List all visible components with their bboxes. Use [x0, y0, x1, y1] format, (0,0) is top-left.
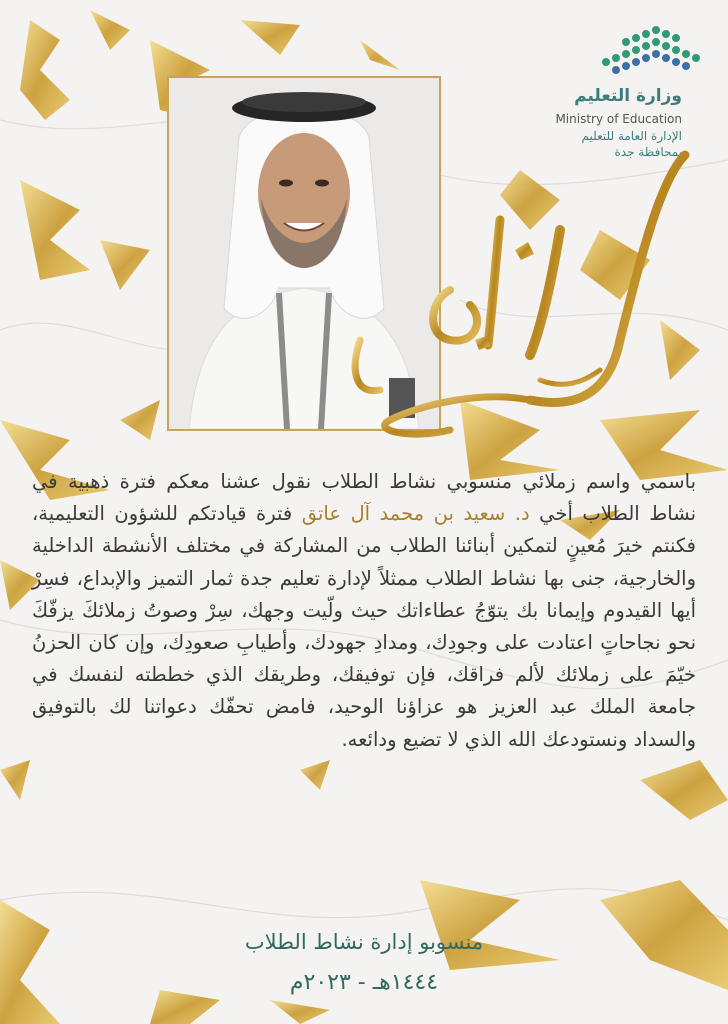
- department-name-line2: بمحافظة جدة: [614, 145, 682, 159]
- ministry-logo: [510, 18, 710, 158]
- farewell-message: [32, 466, 696, 756]
- honoree-name: د. سعيد بن محمد آل عاتق: [301, 502, 530, 526]
- date: ١٤٤٤هـ - ٢٠٢٣م: [289, 970, 439, 995]
- message-part-1: باسمي واسم زملائي منسوبي نشاط الطلاب نقول عشنا معكم فترة ذهبية في نشاط الطلاب أخي: [32, 470, 697, 526]
- ministry-name-english: Ministry of Education: [555, 112, 682, 126]
- signature: منسوبو إدارة نشاط الطلاب: [244, 930, 484, 954]
- message-part-2: فترة قيادتكم للشؤون التعليمية، فكنتم خيرَ مُعينٍ لتمكين أبنائنا الطلاب من المشاركة في مختلف الأنشطة الداخلية والخارجية، جنى بها نشاط الطلاب ممثلاً لإدارة تعليم جدة ثمار التميز والإبداع، فسِرْ أيها القيدوم وإيمانا بك يتوّجُ عطاءاتك حيث ولّيت وجهك، سِرْ وصوتُ زملائكَ يزفّكَ نحو نجاحاتٍ اعتادت على وجودِك، ومدادِ جهودك، وأطيابِ صعودِك، وإن كان الحزنُ خيّمَ على زملائك لألم فراقك، فإن توفيقك، وطريقك الذي خططته لنفسك في جامعة الملك عبد العزيز هو عزاؤنا الوحيد، فامض تحفّك دعواتنا لك بالتوفيق والسداد ونستودعك الله الذي لا تضيع ودائعه.: [32, 502, 696, 751]
- ministry-emblem-icon: [598, 18, 710, 76]
- thanks-calligraphy: [300, 140, 720, 450]
- ministry-name-arabic: وزارة التعليم: [574, 86, 682, 106]
- department-name-line1: الإدارة العامة للتعليم: [581, 129, 682, 143]
